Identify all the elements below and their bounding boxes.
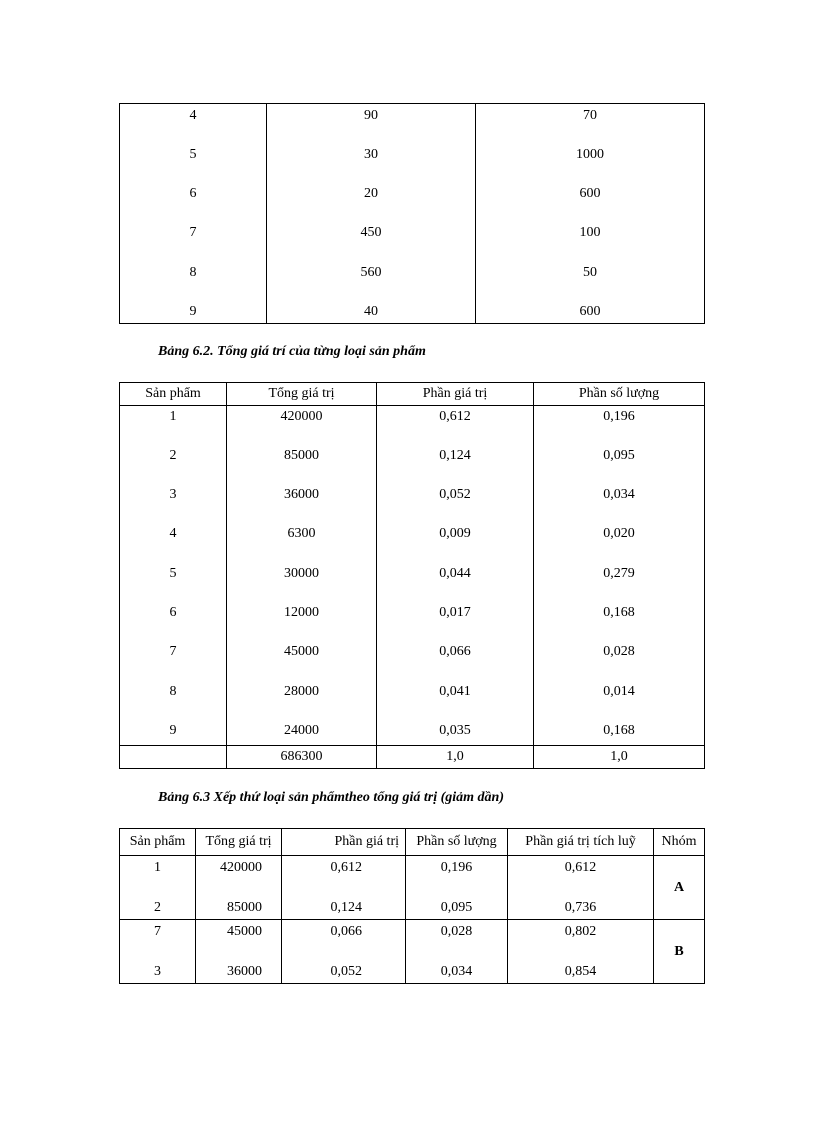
table-row xyxy=(120,300,705,324)
table-cell: 1 xyxy=(120,406,227,445)
table-cell: 0,124 xyxy=(377,445,534,484)
table-cell: 0,066 xyxy=(377,641,534,680)
cell-value: 0,066 xyxy=(330,924,362,939)
table-cell: 0,014 xyxy=(534,681,705,720)
table-cell: 0,034 xyxy=(534,484,705,523)
table-cell: 450 xyxy=(267,221,476,260)
table-cell: 0,041 xyxy=(377,681,534,720)
table-cell: 4 xyxy=(120,523,227,562)
table-cell: 70 xyxy=(476,104,705,143)
table-row xyxy=(120,221,705,260)
table-cell: 5 xyxy=(120,143,267,182)
header-cell: Phần giá trị tích luỹ xyxy=(508,829,654,856)
table-cell: 28000 xyxy=(227,681,377,720)
table-cell: 4 xyxy=(120,104,267,143)
table-6-3 xyxy=(119,828,705,984)
table-cell: 30000 xyxy=(227,563,377,602)
table-6-3-caption: Bảng 6.3 Xếp thứ loại sản phẩmtheo tổng giá trị (giảm dần) xyxy=(158,790,505,805)
cell-value: 0,612 xyxy=(564,860,597,875)
table-cell: 600 xyxy=(476,182,705,221)
total-cell: 1,0 xyxy=(377,746,534,769)
table-row xyxy=(120,182,705,221)
cell-value: 0,052 xyxy=(330,964,362,979)
table-row xyxy=(120,104,705,143)
cell-value: 2 xyxy=(154,900,161,915)
table-cell: 20 xyxy=(267,182,476,221)
header-cell: Phần giá trị xyxy=(377,383,534,406)
table-cell: 45000 xyxy=(227,641,377,680)
table-cell: 0,044 xyxy=(377,563,534,602)
table-cell: 9 xyxy=(120,300,267,324)
table-cell xyxy=(508,920,654,984)
cell-value: 7 xyxy=(154,924,161,939)
cell-value: 1 xyxy=(154,860,161,875)
table-cell: 420000 xyxy=(227,406,377,445)
table-cell: 0,168 xyxy=(534,602,705,641)
table-row xyxy=(120,563,705,602)
cell-value: 0,095 xyxy=(440,900,473,915)
cell-value: 36000 xyxy=(227,964,262,979)
table-cell: 40 xyxy=(267,300,476,324)
table-row xyxy=(120,720,705,746)
table-6-2 xyxy=(119,382,705,769)
header-cell: Phần số lượng xyxy=(534,383,705,406)
table-cell: 0,052 xyxy=(377,484,534,523)
table-cell: 0,279 xyxy=(534,563,705,602)
table-row xyxy=(120,523,705,562)
total-row xyxy=(120,746,705,769)
table-cell: 5 xyxy=(120,563,227,602)
header-cell: Tổng giá trị xyxy=(227,383,377,406)
table-row xyxy=(120,484,705,523)
table-cell: 3 xyxy=(120,484,227,523)
cell-value: 85000 xyxy=(227,900,262,915)
table-cell: 12000 xyxy=(227,602,377,641)
cell-value: 0,854 xyxy=(564,964,597,979)
cell-value: 0,124 xyxy=(330,900,362,915)
table-row xyxy=(120,445,705,484)
table-cell xyxy=(120,856,196,920)
table-cell: 24000 xyxy=(227,720,377,746)
cell-value: 0,802 xyxy=(564,924,597,939)
cell-value: 0,196 xyxy=(440,860,473,875)
table-row xyxy=(120,681,705,720)
group-row xyxy=(120,920,705,984)
table-header-row xyxy=(120,829,705,856)
header-cell: Sản phẩm xyxy=(120,383,227,406)
table-cell: 0,168 xyxy=(534,720,705,746)
table-cell: 0,035 xyxy=(377,720,534,746)
table-cell: 7 xyxy=(120,641,227,680)
header-cell: Sản phẩm xyxy=(120,829,196,856)
table-cell xyxy=(196,920,282,984)
table-cell: 8 xyxy=(120,261,267,300)
table-header-row xyxy=(120,383,705,406)
table-cell: 7 xyxy=(120,221,267,260)
table-cell: 0,196 xyxy=(534,406,705,445)
table-cell: 0,028 xyxy=(534,641,705,680)
group-label: A xyxy=(654,856,705,920)
table-cell: 0,095 xyxy=(534,445,705,484)
continued-table xyxy=(119,103,705,324)
table-cell: 0,017 xyxy=(377,602,534,641)
cell-value: 0,028 xyxy=(440,924,473,939)
table-cell: 0,020 xyxy=(534,523,705,562)
table-cell: 0,612 xyxy=(377,406,534,445)
table-cell: 30 xyxy=(267,143,476,182)
table-row xyxy=(120,261,705,300)
table-row xyxy=(120,406,705,445)
table-cell: 2 xyxy=(120,445,227,484)
table-cell: 36000 xyxy=(227,484,377,523)
table-cell: 85000 xyxy=(227,445,377,484)
table-cell xyxy=(282,856,406,920)
table-row xyxy=(120,602,705,641)
table-cell xyxy=(282,920,406,984)
table-cell: 600 xyxy=(476,300,705,324)
total-cell: 1,0 xyxy=(534,746,705,769)
header-cell: Nhóm xyxy=(654,829,705,856)
table-row xyxy=(120,143,705,182)
group-row xyxy=(120,856,705,920)
table-cell: 50 xyxy=(476,261,705,300)
table-cell: 9 xyxy=(120,720,227,746)
cell-value: 45000 xyxy=(227,924,262,939)
cell-value: 0,736 xyxy=(564,900,597,915)
header-cell: Tổng giá trị xyxy=(196,829,282,856)
table-6-2-caption: Bảng 6.2. Tổng giá trí của từng loại sản phẩm xyxy=(158,344,426,359)
table-cell: 6 xyxy=(120,182,267,221)
table-cell: 0,009 xyxy=(377,523,534,562)
table-cell: 1000 xyxy=(476,143,705,182)
cell-value: 0,034 xyxy=(440,964,473,979)
table-cell: 6300 xyxy=(227,523,377,562)
header-cell: Phần số lượng xyxy=(406,829,508,856)
total-cell: 686300 xyxy=(227,746,377,769)
table-cell: 100 xyxy=(476,221,705,260)
cell-value: 0,612 xyxy=(330,860,362,875)
cell-value: 3 xyxy=(154,964,161,979)
table-cell: 8 xyxy=(120,681,227,720)
table-cell xyxy=(406,856,508,920)
table-cell xyxy=(196,856,282,920)
table-cell: 90 xyxy=(267,104,476,143)
table-row xyxy=(120,641,705,680)
table-cell: 560 xyxy=(267,261,476,300)
total-cell xyxy=(120,746,227,769)
table-cell xyxy=(508,856,654,920)
cell-value: 420000 xyxy=(220,860,262,875)
table-cell xyxy=(406,920,508,984)
table-cell xyxy=(120,920,196,984)
header-cell: Phần giá trị xyxy=(282,829,406,856)
group-label: B xyxy=(654,920,705,984)
table-cell: 6 xyxy=(120,602,227,641)
